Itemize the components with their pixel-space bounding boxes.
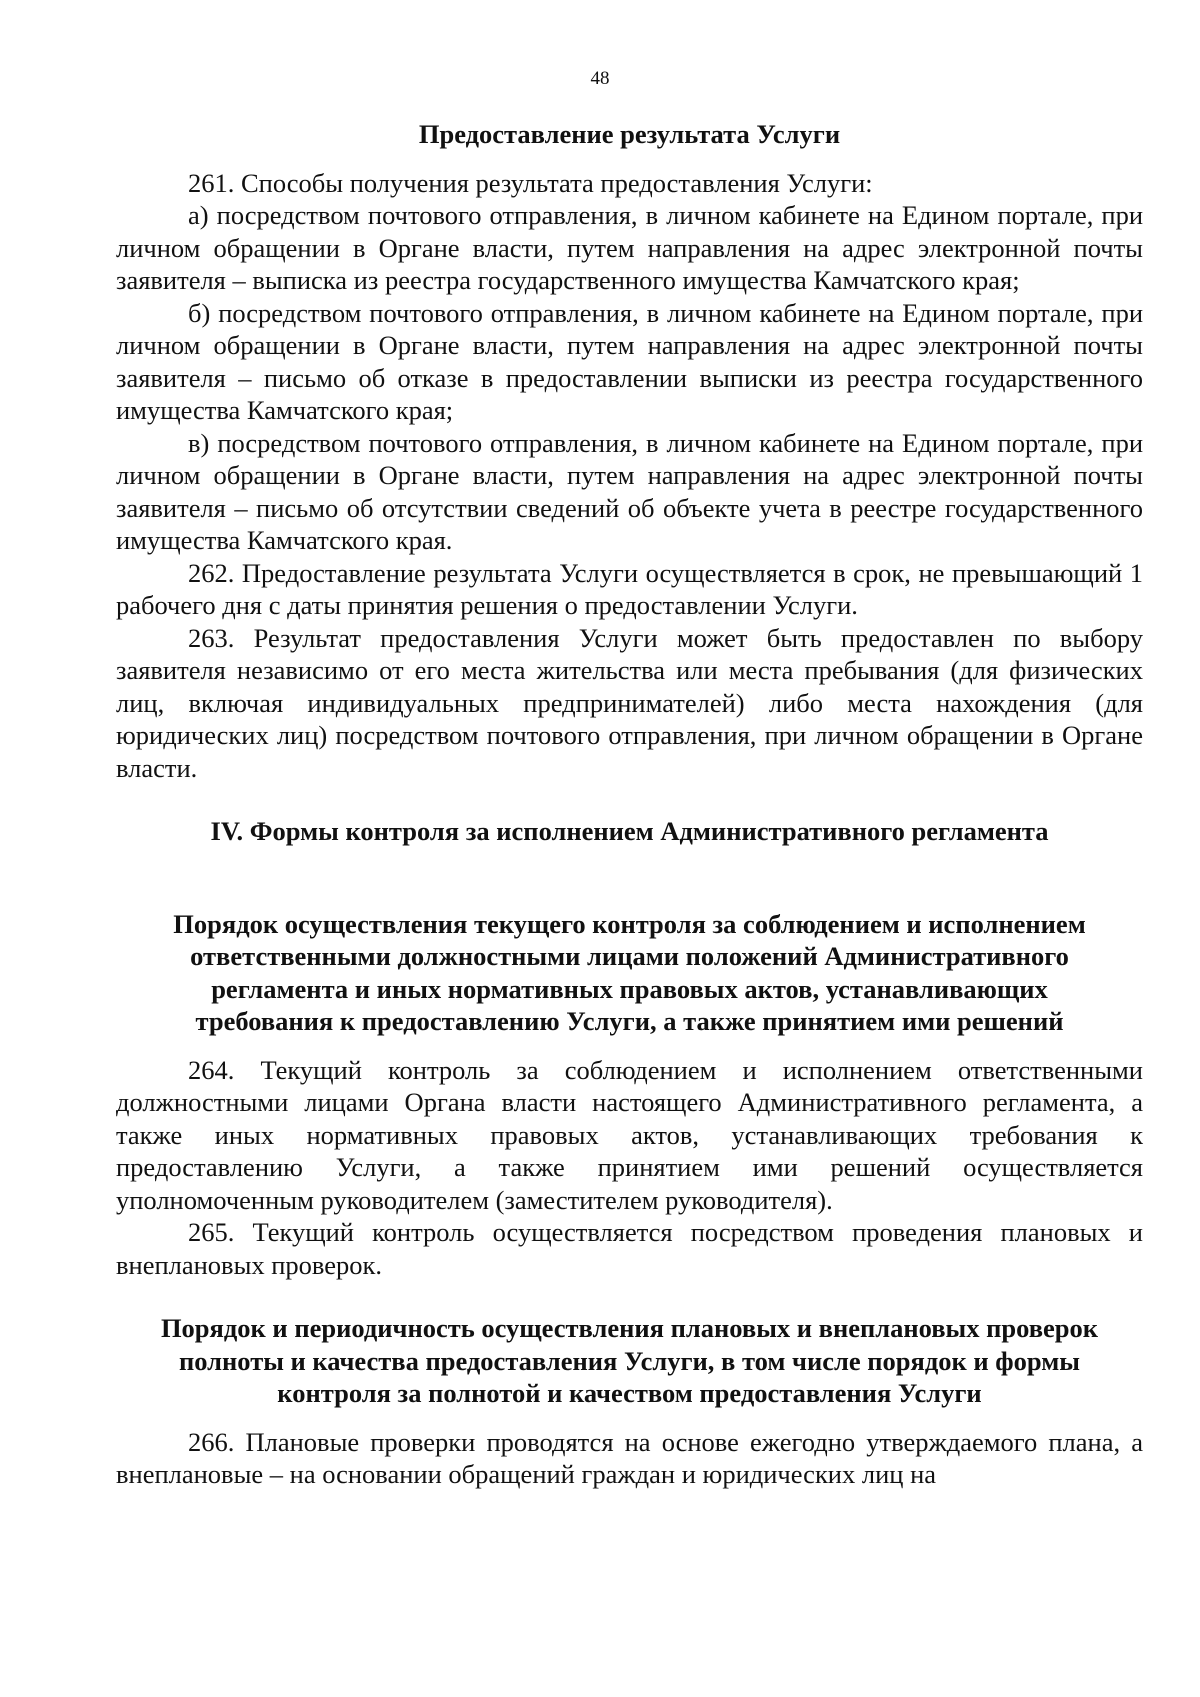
heading-line: контроля за полнотой и качеством предоставления Услуги — [277, 1378, 982, 1408]
heading-current-control — [116, 908, 1143, 1038]
spacer — [116, 1410, 1143, 1426]
heading-result: Предоставление результата Услуги — [418, 119, 841, 149]
paragraph-261-a: а) посредством почтового отправления, в личном кабинете на Едином портале, при личном обращении в Органе власти, путем направления на адрес электронной почты заявителя – выписка из реестра государственного имущества Камчатского края; — [116, 200, 1143, 295]
paragraph-261: 261. Способы получения результата предоставления Услуги: — [188, 167, 873, 198]
spacer — [116, 1281, 1143, 1312]
spacer — [116, 1038, 1143, 1054]
paragraph-261-v: в) посредством почтового отправления, в личном кабинете на Едином портале, при личном обращении в Органе власти, путем направления на адрес электронной почты заявителя – письмо об отсутствии сведений об объекте учета в реестре государственного имущества Камчатского края. — [116, 427, 1143, 555]
paragraph-261-b: б) посредством почтового отправления, в личном кабинете на Едином портале, при личном обращении в Органе власти, путем направления на адрес электронной почты заявителя – письмо об отказе в предоставлении выписки из реестра государственного имущества Камчатского края; — [116, 297, 1143, 425]
heading-line: Порядок и периодичность осуществления плановых и внеплановых проверок — [160, 1313, 1099, 1343]
paragraph-264: 264. Текущий контроль за соблюдением и исполнением ответственными должностными лицами Органа власти настоящего Административного регламента, а также иных нормативных правовых актов, устанавливающих требования к предоставлению Услуги, а также принятием ими решений осуществляется уполномоченным руководителем (заместителем руководителя). — [116, 1054, 1143, 1215]
heading-inspections — [116, 1312, 1143, 1410]
paragraph-266: 266. Плановые проверки проводятся на основе ежегодно утверждаемого плана, а внеплановые – на основании обращений граждан и юридических лиц на — [116, 1426, 1143, 1489]
page-number: 48 — [590, 68, 610, 89]
paragraph-263: 263. Результат предоставления Услуги может быть предоставлен по выбору заявителя независимо от его места жительства или места пребывания (для физических лиц, включая индивидуальных предпринимателей) либо места нахождения (для юридических лиц) посредством почтового отправления, при личном обращении в Органе власти. — [116, 622, 1143, 783]
heading-line: ответственными должностными лицами положений Административного — [190, 941, 1069, 971]
heading-line: Порядок осуществления текущего контроля за соблюдением и исполнением — [173, 908, 1086, 939]
document-body — [116, 118, 1143, 1491]
paragraph-265: 265. Текущий контроль осуществляется посредством проведения плановых и внеплановых проверок. — [116, 1217, 1143, 1280]
heading-line: регламента и иных нормативных правовых актов, устанавливающих — [211, 973, 1048, 1004]
spacer — [116, 151, 1143, 167]
section-iv-heading: IV. Формы контроля за исполнением Административного регламента — [210, 816, 1049, 846]
heading-line: требования к предоставлению Услуги, а также принятием ими решений — [195, 1006, 1064, 1036]
spacer — [116, 848, 1143, 908]
spacer — [116, 784, 1143, 815]
paragraph-262: 262. Предоставление результата Услуги осуществляется в срок, не превышающий 1 рабочего дня с даты принятия решения о предоставлении Услуги. — [116, 557, 1143, 620]
heading-line: полноты и качества предоставления Услуги, в том числе порядок и формы — [179, 1345, 1080, 1376]
